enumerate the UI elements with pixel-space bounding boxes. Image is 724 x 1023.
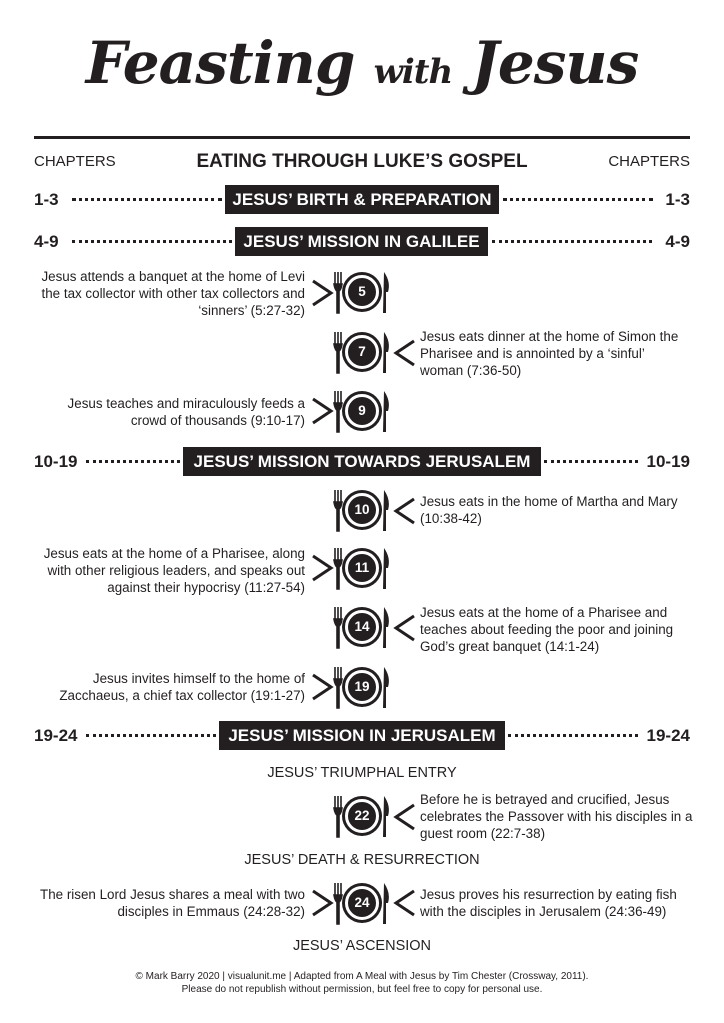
meal-description: Jesus eats at the home of a Pharisee and teaches about feeding the poor and joining God’s great banquet (14:1-24) [420,605,674,654]
title-divider [34,136,690,139]
dotted-leader [492,240,652,243]
event-heading: JESUS’ TRIUMPHAL ENTRY [267,765,457,781]
chapter-plate: 5 [345,275,379,309]
chapter-plate: 14 [345,610,379,644]
place-setting [332,488,392,532]
dotted-leader [86,734,216,737]
meal-description: Jesus invites himself to the home of Zacchaeus, a chief tax collector (19:1-27) [59,671,305,703]
place-setting [332,270,392,314]
title-word-feasting: Feasting [85,29,355,97]
chapter-plate: 19 [345,670,379,704]
place-setting [332,330,392,374]
chapter-plate: 22 [345,799,379,833]
dotted-leader [508,734,638,737]
meal-description: Jesus proves his resurrection by eating fish with the disciples in Jerusalem (24:36-49) [420,887,677,919]
place-setting [332,389,392,433]
dotted-leader [503,198,653,201]
meal-description: Jesus eats in the home of Martha and Mary (10:38-42) [420,494,678,526]
chevron-left-icon [392,888,420,918]
chevron-left-icon [392,802,420,832]
section-band: JESUS’ BIRTH & PREPARATION [225,185,499,214]
section-band: JESUS’ MISSION IN JERUSALEM [219,721,505,750]
dotted-leader [86,460,180,463]
dotted-leader [72,198,222,201]
chapter-plate: 10 [345,493,379,527]
meal-description: The risen Lord Jesus shares a meal with two disciples in Emmaus (24:28-32) [40,887,305,919]
dotted-leader [72,240,232,243]
event-heading: JESUS’ DEATH & RESURRECTION [244,852,480,868]
meal-description: Jesus eats dinner at the home of Simon the Pharisee and is annointed by a ‘sinful’ woman (7:36-50) [420,329,679,378]
chapters-label-right: CHAPTERS [608,153,690,170]
event-heading: JESUS’ ASCENSION [292,938,432,954]
subtitle: EATING THROUGH LUKE’S GOSPEL [196,151,528,172]
title-word-jesus: Jesus [471,29,639,97]
chapter-plate: 11 [345,551,379,585]
place-setting [332,605,392,649]
place-setting [332,665,392,709]
chevron-left-icon [392,338,420,368]
footer-credit: © Mark Barry 2020 | visualunit.me | Adapted from A Meal with Jesus by Tim Chester (Crossway, 2011). [135,971,589,982]
section-band: JESUS’ MISSION IN GALILEE [235,227,488,256]
place-setting [332,881,392,925]
place-setting [332,546,392,590]
section-range-right: 19-24 [646,726,690,745]
page-title [0,28,724,107]
meal-description: Before he is betrayed and crucified, Jesus celebrates the Passover with his disciples in a guest room (22:7-38) [420,792,693,841]
footer-permission: Please do not republish without permission, but feel free to copy for personal use. [181,984,543,995]
chapter-plate: 7 [345,335,379,369]
section-range-right: 10-19 [646,452,690,471]
chapter-plate: 9 [345,394,379,428]
chapter-plate: 24 [345,886,379,920]
chevron-left-icon [392,613,420,643]
section-range-left: 1-3 [34,190,59,209]
meal-description: Jesus eats at the home of a Pharisee, along with other religious leaders, and speaks out against their hypocrisy (11:27-54) [43,546,305,595]
meal-description: Jesus attends a banquet at the home of Levi the tax collector with other tax collectors and ‘sinners’ (5:27-32) [41,269,305,318]
section-band: JESUS’ MISSION TOWARDS JERUSALEM [183,447,541,476]
meal-description: Jesus teaches and miraculously feeds a crowd of thousands (9:10-17) [67,396,305,428]
section-range-right: 4-9 [665,232,690,251]
section-range-left: 4-9 [34,232,59,251]
chapters-label-left: CHAPTERS [34,153,116,170]
section-range-left: 10-19 [34,452,78,471]
place-setting [332,794,392,838]
dotted-leader [544,460,638,463]
chevron-left-icon [392,496,420,526]
section-range-right: 1-3 [665,190,690,209]
title-word-with: with [373,52,453,92]
section-range-left: 19-24 [34,726,78,745]
